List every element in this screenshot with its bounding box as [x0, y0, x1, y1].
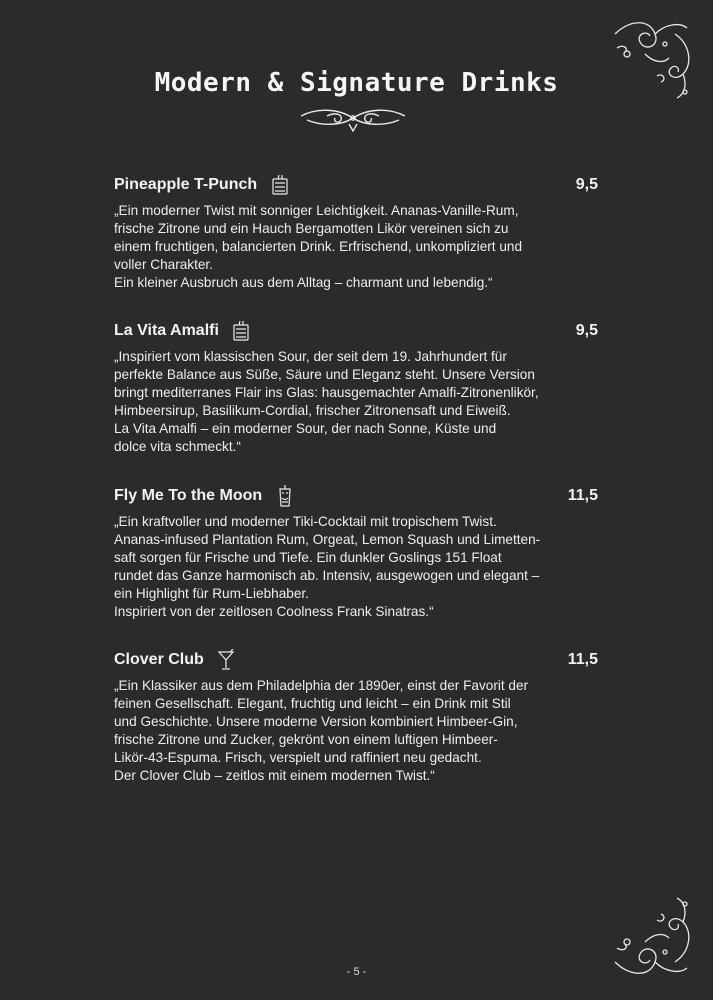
drink-description: „Ein kraftvoller und moderner Tiki-Cocktail mit tropischem Twist. Ananas-infused Plantation Rum, Orgeat, Lemon Squash und Limetten- saft sorgen für Frische und Tiefe. Ein dunkler Goslings 151 Float rundet das Ganze harmonisch ab. Intensiv, ausgewogen und elegant – ein Highlight für Rum-Liebhaber. Inspiriert von der zeitlosen Coolness Frank Sinatras.“ — [114, 514, 541, 619]
drink-description: „Ein Klassiker aus dem Philadelphia der 1890er, einst der Favorit der feinen Gesellschaft. Elegant, fruchtig und leicht – ein Drink mit Stil und Geschichte. Unsere moderne Version kombiniert Himbeer-Gin, frische Zitrone und Zucker, gekrönt von einem luftigen Himbeer- Likör-43-Espuma. Frisch, verspielt und raffiniert neu gedacht. Der Clover Club – zeitlos mit einem modernen Twist.“ — [114, 678, 529, 783]
menu-item-header — [114, 485, 598, 509]
drink-description: „Inspiriert vom klassischen Sour, der seit dem 19. Jahrhundert für perfekte Balance aus Süße, Säure und Eleganz steht. Unsere Version bringt mediterranes Flair ins Glas: hausgemachter Amalfi-Zitronenlikör, Himbeersirup, Basilikum-Cordial, frischer Zitronensaft und Eiweiß. La Vita Amalfi – ein moderner Sour, der nach Sonne, Küste und dolce vita schmeckt.“ — [114, 349, 539, 454]
cocktail-glass-icon — [216, 649, 236, 671]
glass-icon — [231, 320, 251, 342]
drink-name: Fly Me To the Moon — [114, 487, 263, 504]
drink-description: „Ein moderner Twist mit sonniger Leichtigkeit. Ananas-Vanille-Rum, frische Zitrone und ein Hauch Bergamotten Likör vereinen sich zu einem fruchtigen, balancierten Drink. Erfrischend, unkompliziert und voller Charakter. Ein kleiner Ausbruch aus dem Alltag – charmant und lebendig.“ — [114, 203, 523, 290]
menu-item — [114, 174, 598, 292]
menu-item — [114, 649, 598, 785]
drink-price: 9,5 — [575, 176, 598, 193]
menu-item — [114, 320, 598, 456]
drink-price: 11,5 — [567, 651, 598, 668]
title-ornament — [297, 104, 409, 134]
tiki-mug-icon — [275, 485, 295, 507]
drink-name: Clover Club — [114, 651, 204, 668]
menu-item-header — [114, 174, 598, 198]
page-title: Modern & Signature Drinks — [154, 68, 559, 98]
menu-item — [114, 485, 598, 621]
menu-item-header — [114, 320, 598, 344]
glass-icon — [270, 174, 290, 196]
page-number: - 5 - — [346, 966, 367, 978]
drink-name: Pineapple T-Punch — [114, 176, 258, 193]
menu-item-header — [114, 649, 598, 673]
drink-name: La Vita Amalfi — [114, 322, 219, 339]
drink-price: 11,5 — [567, 487, 598, 504]
drink-price: 9,5 — [575, 322, 598, 339]
